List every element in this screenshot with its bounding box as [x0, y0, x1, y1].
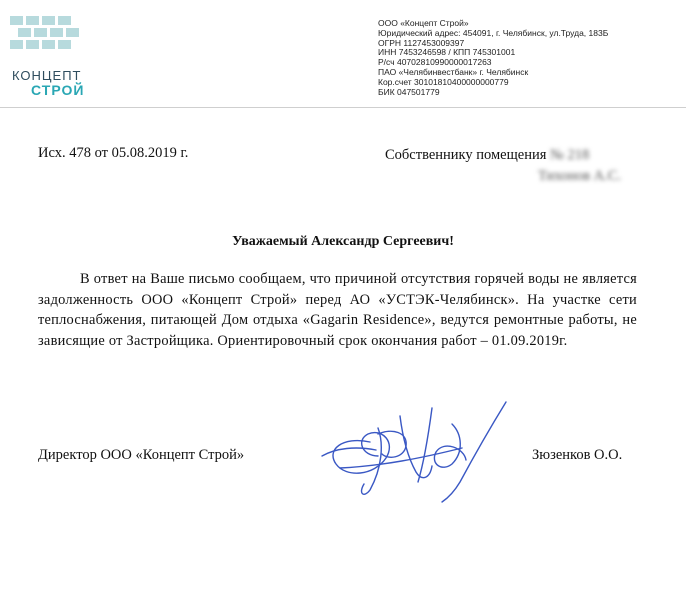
letter-body-text: В ответ на Ваше письмо сообщаем, что причиной отсутствия горячей воды не является задолженность ООО «Концепт Строй» перед АО «УСТЭК-Челябинск». На участке сети теплоснабжения, питающей Дом отдыха «Gagarin Residence», ведутся ремонтные работы, не зависящие от Застройщика. Ориентировочный срок окончания работ – 01.09.2019г. — [38, 271, 637, 349]
handwritten-signature — [312, 398, 522, 506]
requisite-line: ИНН 7453246598 / КПП 745301001 — [378, 47, 516, 58]
director-title: Директор ООО «Концепт Строй» — [38, 447, 245, 463]
requisite-line: ОГРН 1127453009397 — [378, 37, 465, 48]
logo-text-stroy: СТРОЙ — [31, 82, 85, 98]
requisite-line: Кор.счет 30101810400000000779 — [378, 76, 509, 87]
recipient-block — [385, 145, 621, 187]
requisite-line: Р/сч 40702810990000017263 — [378, 57, 492, 68]
requisite-line: ООО «Концепт Строй» — [378, 18, 469, 28]
requisite-line: Юридический адрес: 454091, г. Челябинск, ул.Труда, 183Б — [378, 27, 609, 38]
header-divider — [0, 107, 686, 108]
recipient-room-redacted: № 218 — [550, 147, 590, 163]
logo-text-koncept: КОНЦЕПТ — [12, 68, 82, 83]
recipient-label: Собственнику помещения — [385, 147, 547, 163]
requisite-line: БИК 047501779 — [378, 86, 440, 97]
salutation: Уважаемый Александр Сергеевич! — [232, 234, 454, 249]
brick-wall-icon — [8, 14, 88, 64]
requisite-line: ПАО «Челябинвестбанк» г. Челябинск — [378, 66, 529, 77]
letter-body — [38, 269, 637, 351]
director-name: Зюзенков О.О. — [532, 447, 623, 463]
company-requisites — [378, 19, 608, 97]
recipient-name-redacted: Тихонов А.С. — [538, 168, 622, 184]
company-logo — [8, 14, 98, 98]
outgoing-reference: Исх. 478 от 05.08.2019 г. — [38, 145, 189, 161]
letterhead — [0, 0, 686, 110]
